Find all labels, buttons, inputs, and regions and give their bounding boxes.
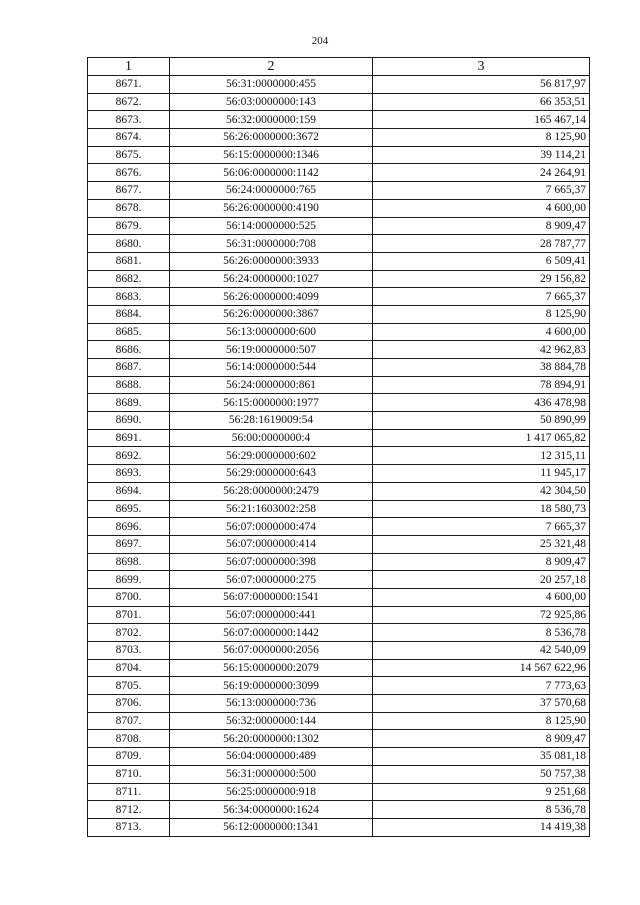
row-number: 8695. — [88, 500, 170, 518]
cadastral-value: 8 909,47 — [373, 553, 590, 571]
cadastral-number: 56:13:0000000:736 — [170, 695, 373, 713]
table-row — [88, 712, 590, 730]
table-row — [88, 288, 590, 306]
cadastral-number: 56:29:0000000:643 — [170, 465, 373, 483]
row-number: 8713. — [88, 818, 170, 836]
cadastral-value: 39 114,21 — [373, 146, 590, 164]
cadastral-number: 56:07:0000000:1442 — [170, 624, 373, 642]
row-number: 8684. — [88, 305, 170, 323]
row-number: 8681. — [88, 252, 170, 270]
table-row — [88, 305, 590, 323]
cadastral-number: 56:28:0000000:2479 — [170, 482, 373, 500]
cadastral-number: 56:24:0000000:1027 — [170, 270, 373, 288]
cadastral-value: 50 890,99 — [373, 412, 590, 430]
row-number: 8671. — [88, 76, 170, 94]
cadastral-value: 4 600,00 — [373, 323, 590, 341]
cadastral-value: 4 600,00 — [373, 199, 590, 217]
table-row — [88, 642, 590, 660]
row-number: 8702. — [88, 624, 170, 642]
cadastral-number: 56:15:0000000:1346 — [170, 146, 373, 164]
row-number: 8706. — [88, 695, 170, 713]
cadastral-value: 165 467,14 — [373, 111, 590, 129]
cadastral-number: 56:25:0000000:918 — [170, 783, 373, 801]
column-header-3: 3 — [373, 58, 590, 76]
cadastral-number: 56:32:0000000:159 — [170, 111, 373, 129]
cadastral-number: 56:07:0000000:275 — [170, 571, 373, 589]
row-number: 8694. — [88, 482, 170, 500]
table-row — [88, 783, 590, 801]
cadastral-value: 25 321,48 — [373, 535, 590, 553]
row-number: 8682. — [88, 270, 170, 288]
cadastral-value: 50 757,38 — [373, 765, 590, 783]
cadastral-value: 37 570,68 — [373, 695, 590, 713]
row-number: 8707. — [88, 712, 170, 730]
cadastral-value: 14 419,38 — [373, 818, 590, 836]
cadastral-number: 56:28:1619009:54 — [170, 412, 373, 430]
cadastral-number: 56:32:0000000:144 — [170, 712, 373, 730]
table-row — [88, 270, 590, 288]
cadastral-value: 7 665,37 — [373, 182, 590, 200]
cadastral-number: 56:14:0000000:525 — [170, 217, 373, 235]
cadastral-number: 56:15:0000000:1977 — [170, 394, 373, 412]
cadastral-number: 56:24:0000000:765 — [170, 182, 373, 200]
table-row — [88, 217, 590, 235]
cadastral-value: 8 909,47 — [373, 217, 590, 235]
cadastral-number: 56:26:0000000:3933 — [170, 252, 373, 270]
cadastral-value: 8 125,90 — [373, 305, 590, 323]
table-row — [88, 500, 590, 518]
row-number: 8692. — [88, 447, 170, 465]
cadastral-value: 18 580,73 — [373, 500, 590, 518]
table-body — [88, 76, 590, 837]
table-row — [88, 659, 590, 677]
cadastral-number: 56:07:0000000:474 — [170, 518, 373, 536]
table-row — [88, 111, 590, 129]
table-row — [88, 571, 590, 589]
row-number: 8705. — [88, 677, 170, 695]
cadastral-number: 56:04:0000000:489 — [170, 748, 373, 766]
cadastral-number: 56:00:0000000:4 — [170, 429, 373, 447]
cadastral-value: 8 536,78 — [373, 624, 590, 642]
table-row — [88, 93, 590, 111]
row-number: 8672. — [88, 93, 170, 111]
row-number: 8699. — [88, 571, 170, 589]
cadastral-value: 72 925,86 — [373, 606, 590, 624]
cadastral-number: 56:07:0000000:398 — [170, 553, 373, 571]
cadastral-value: 11 945,17 — [373, 465, 590, 483]
row-number: 8710. — [88, 765, 170, 783]
row-number: 8696. — [88, 518, 170, 536]
cadastral-value: 7 665,37 — [373, 518, 590, 536]
row-number: 8708. — [88, 730, 170, 748]
cadastral-value: 29 156,82 — [373, 270, 590, 288]
table-row — [88, 695, 590, 713]
table-row — [88, 182, 590, 200]
cadastral-number: 56:14:0000000:544 — [170, 359, 373, 377]
cadastral-value: 24 264,91 — [373, 164, 590, 182]
row-number: 8704. — [88, 659, 170, 677]
cadastral-number: 56:34:0000000:1624 — [170, 801, 373, 819]
cadastral-value: 12 315,11 — [373, 447, 590, 465]
cadastral-value: 6 509,41 — [373, 252, 590, 270]
row-number: 8688. — [88, 376, 170, 394]
row-number: 8680. — [88, 235, 170, 253]
row-number: 8697. — [88, 535, 170, 553]
cadastral-value: 38 884,78 — [373, 359, 590, 377]
row-number: 8700. — [88, 588, 170, 606]
table-row — [88, 588, 590, 606]
table-row — [88, 818, 590, 836]
table-row — [88, 606, 590, 624]
table-row — [88, 677, 590, 695]
table-row — [88, 394, 590, 412]
cadastral-value: 1 417 065,82 — [373, 429, 590, 447]
cadastral-number: 56:31:0000000:455 — [170, 76, 373, 94]
table-row — [88, 553, 590, 571]
column-header-1: 1 — [88, 58, 170, 76]
table-row — [88, 801, 590, 819]
cadastral-value: 28 787,77 — [373, 235, 590, 253]
cadastral-value: 56 817,97 — [373, 76, 590, 94]
cadastral-value: 9 251,68 — [373, 783, 590, 801]
cadastral-number: 56:07:0000000:1541 — [170, 588, 373, 606]
table-row — [88, 535, 590, 553]
cadastral-value: 42 540,09 — [373, 642, 590, 660]
table-row — [88, 429, 590, 447]
row-number: 8689. — [88, 394, 170, 412]
row-number: 8673. — [88, 111, 170, 129]
table-row — [88, 447, 590, 465]
table-row — [88, 730, 590, 748]
row-number: 8687. — [88, 359, 170, 377]
table-row — [88, 199, 590, 217]
cadastral-number: 56:24:0000000:861 — [170, 376, 373, 394]
cadastral-number: 56:26:0000000:3672 — [170, 129, 373, 147]
table-row — [88, 341, 590, 359]
cadastral-number: 56:03:0000000:143 — [170, 93, 373, 111]
row-number: 8685. — [88, 323, 170, 341]
table-row — [88, 129, 590, 147]
cadastral-value: 436 478,98 — [373, 394, 590, 412]
row-number: 8683. — [88, 288, 170, 306]
cadastral-number: 56:26:0000000:4190 — [170, 199, 373, 217]
row-number: 8712. — [88, 801, 170, 819]
table-row — [88, 518, 590, 536]
cadastral-number: 56:07:0000000:2056 — [170, 642, 373, 660]
cadastral-value: 78 894,91 — [373, 376, 590, 394]
table-row — [88, 252, 590, 270]
row-number: 8693. — [88, 465, 170, 483]
row-number: 8711. — [88, 783, 170, 801]
cadastral-number: 56:07:0000000:441 — [170, 606, 373, 624]
row-number: 8701. — [88, 606, 170, 624]
table-row — [88, 765, 590, 783]
cadastral-number: 56:12:0000000:1341 — [170, 818, 373, 836]
cadastral-value: 8 125,90 — [373, 712, 590, 730]
cadastral-value: 7 773,63 — [373, 677, 590, 695]
row-number: 8691. — [88, 429, 170, 447]
table-header-row — [88, 58, 590, 76]
row-number: 8678. — [88, 199, 170, 217]
cadastral-number: 56:19:0000000:3099 — [170, 677, 373, 695]
cadastral-value: 7 665,37 — [373, 288, 590, 306]
table-row — [88, 164, 590, 182]
page-number: 204 — [311, 35, 329, 47]
cadastral-number: 56:21:1603002:258 — [170, 500, 373, 518]
table-row — [88, 76, 590, 94]
cadastral-value: 8 909,47 — [373, 730, 590, 748]
row-number: 8686. — [88, 341, 170, 359]
cadastral-number: 56:29:0000000:602 — [170, 447, 373, 465]
row-number: 8677. — [88, 182, 170, 200]
cadastral-value: 14 567 622,96 — [373, 659, 590, 677]
cadastral-value: 8 536,78 — [373, 801, 590, 819]
cadastral-number: 56:26:0000000:4099 — [170, 288, 373, 306]
row-number: 8709. — [88, 748, 170, 766]
cadastral-value: 35 081,18 — [373, 748, 590, 766]
table-row — [88, 146, 590, 164]
cadastral-number: 56:20:0000000:1302 — [170, 730, 373, 748]
table-row — [88, 376, 590, 394]
table-row — [88, 748, 590, 766]
table-row — [88, 323, 590, 341]
table-row — [88, 482, 590, 500]
cadastral-value: 42 304,50 — [373, 482, 590, 500]
table-row — [88, 624, 590, 642]
table-row — [88, 465, 590, 483]
cadastral-number: 56:31:0000000:708 — [170, 235, 373, 253]
table-row — [88, 359, 590, 377]
row-number: 8674. — [88, 129, 170, 147]
row-number: 8676. — [88, 164, 170, 182]
cadastral-number: 56:26:0000000:3867 — [170, 305, 373, 323]
table-row — [88, 412, 590, 430]
cadastral-number: 56:13:0000000:600 — [170, 323, 373, 341]
cadastral-value: 42 962,83 — [373, 341, 590, 359]
row-number: 8679. — [88, 217, 170, 235]
cadastral-number: 56:31:0000000:500 — [170, 765, 373, 783]
cadastral-value: 66 353,51 — [373, 93, 590, 111]
row-number: 8690. — [88, 412, 170, 430]
cadastral-value: 4 600,00 — [373, 588, 590, 606]
cadastral-number: 56:19:0000000:507 — [170, 341, 373, 359]
cadastral-value: 8 125,90 — [373, 129, 590, 147]
cadastral-number: 56:15:0000000:2079 — [170, 659, 373, 677]
cadastral-value-table — [87, 57, 590, 837]
cadastral-number: 56:06:0000000:1142 — [170, 164, 373, 182]
row-number: 8675. — [88, 146, 170, 164]
row-number: 8703. — [88, 642, 170, 660]
column-header-2: 2 — [170, 58, 373, 76]
table-row — [88, 235, 590, 253]
cadastral-value: 20 257,18 — [373, 571, 590, 589]
row-number: 8698. — [88, 553, 170, 571]
cadastral-number: 56:07:0000000:414 — [170, 535, 373, 553]
